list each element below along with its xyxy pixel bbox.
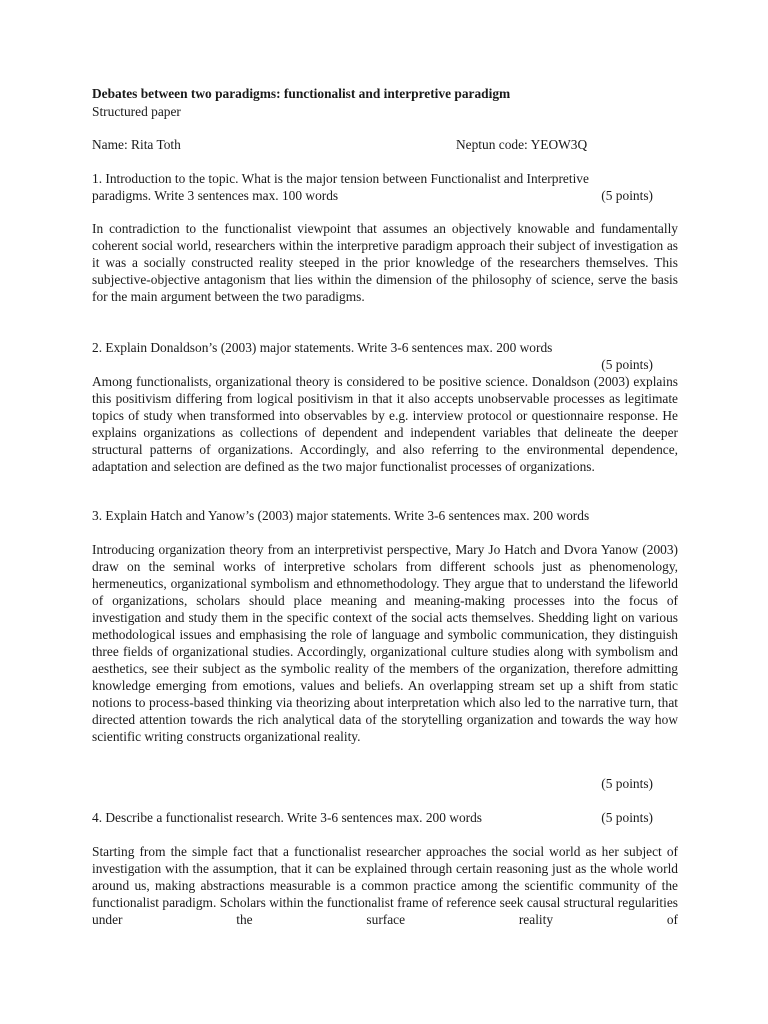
answer-3-text: Introducing organization theory from an interpretivist perspective, Mary Jo Hatch and Dvora Yanow (2003) draw on the seminal works of interpretive scholars from different schools just as phenomenology, hermeneutics, organizational symbolism and ethnomethodology. They argue that to understand the lifeworld of organizations, scholars should place meaning and meaning-making processes into the focus of investigation and study them in the specific context of the social acts themselves. Shedding light on various methodological issues and emphasising the role of language and symbolic communication, they distinguish three fields of organizational studies. Accordingly, organizational culture studies along with symbolism and aesthetics, see their subject as the symbolic reality of the members of the organization, therefore admitting knowledge emerging from emotions, values and beliefs. An overlapping stream set up a shift from static notions to process-based thinking via theorizing about interpretation which also led to the narrative turn, that directed attention towards the rich analytical data of the storytelling organization and towards the way how scientific writing constructs organizational reality.: [92, 542, 678, 744]
question-2-text: 2. Explain Donaldson’s (2003) major statements. Write 3-6 sentences max. 200 words: [92, 340, 553, 355]
question-3-points-line: [92, 775, 678, 792]
question-3-points: (5 points): [601, 776, 653, 791]
question-1-line-1: 1. Introduction to the topic. What is the major tension between Functionalist and Interpretive: [92, 171, 589, 186]
question-4-points: (5 points): [601, 810, 653, 825]
question-4-text: 4. Describe a functionalist research. Write 3-6 sentences max. 200 words: [92, 810, 483, 825]
answer-2: [92, 373, 678, 475]
question-3: [92, 507, 678, 524]
document-title: Debates between two paradigms: functionalist and interpretive paradigm: [92, 86, 511, 101]
question-4: [92, 809, 678, 826]
question-2: [92, 339, 678, 373]
answer-3: [92, 541, 678, 745]
answer-2-text: Among functionalists, organizational theory is considered to be positive science. Donaldson (2003) explains this positivism differing from logical positivism in that it also accepts unobservable processes as legitimate topics of study when transformed into observables by e.g. interview protocol or questionnaire response. He explains organizations as collections of dependent and independent variables that delineate the deeper structural patterns of organizations. Accordingly, and also referring to the environmental dependence, adaptation and selection are defined as the two major functionalist processes of organizations.: [92, 374, 678, 474]
question-1: [92, 170, 678, 204]
question-2-points-line: [92, 356, 678, 373]
answer-1-text: In contradiction to the functionalist viewpoint that assumes an objectively knowable and fundamentally coherent social world, researchers within the interpretive paradigm approach their subject of investigation as it was a socially constructed reality steeped in the prior knowledge of the researchers themselves. This subjective-objective antagonism that lies within the dimension of the philosophy of science, serve the basis for the main argument between the two paradigms.: [92, 221, 678, 304]
question-4-line: [92, 809, 678, 826]
answer-4: [92, 843, 678, 928]
student-info-row: [92, 136, 678, 153]
neptun-code: Neptun code: YEOW3Q: [456, 137, 588, 152]
question-1-points: (5 points): [601, 188, 653, 203]
student-name: Name: Rita Toth: [92, 137, 181, 152]
question-3-text: 3. Explain Hatch and Yanow’s (2003) major statements. Write 3-6 sentences max. 200 words: [92, 508, 590, 523]
question-1-line-2: [92, 187, 678, 204]
answer-1: [92, 220, 678, 305]
answer-4-text: Starting from the simple fact that a functionalist researcher approaches the social world as her subject of investigation with the assumption, that it can be explained through certain reasoning just as the whole world around us, making abstractions measurable is a common practice among the scientific community of the functionalist paradigm. Scholars within the functionalist frame of reference seek causal structural regularities under the surface reality of: [92, 844, 678, 927]
question-2-points: (5 points): [601, 357, 653, 372]
question-1-text: paradigms. Write 3 sentences max. 100 words: [92, 188, 339, 203]
document-subtitle: Structured paper: [92, 104, 181, 119]
